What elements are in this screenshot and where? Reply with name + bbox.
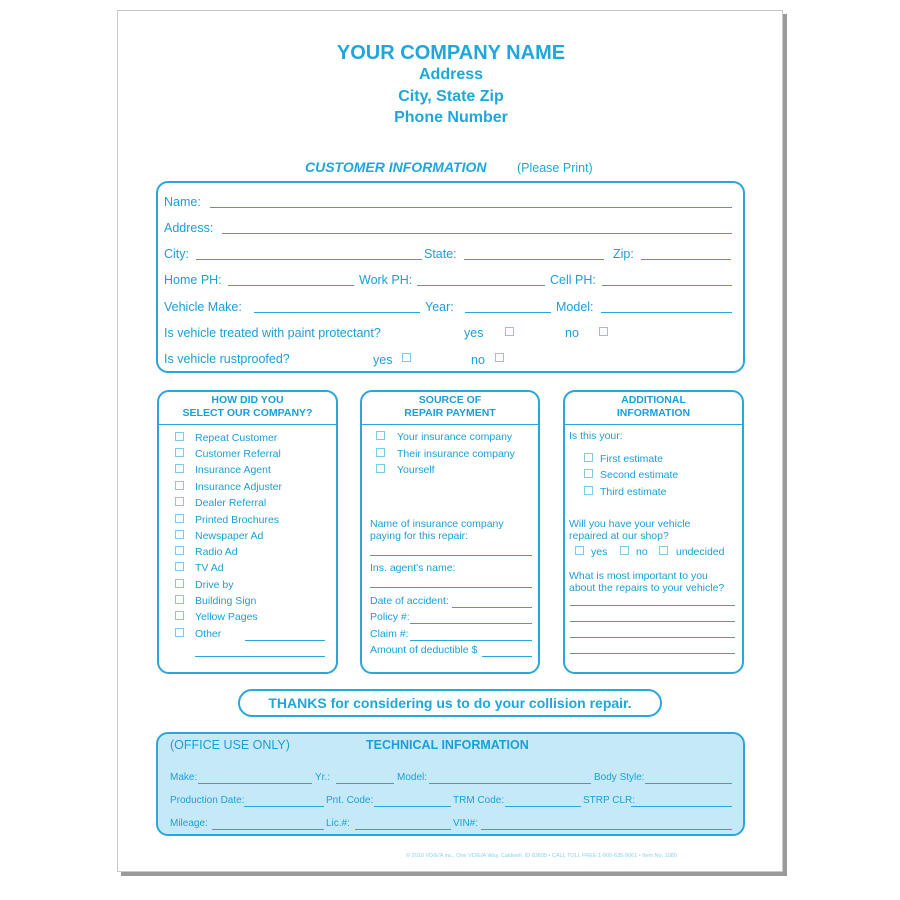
title-divider <box>360 424 540 425</box>
repair-payment-box <box>360 390 540 674</box>
accident-date-field[interactable] <box>452 607 532 608</box>
estimate-checkbox[interactable] <box>584 453 593 462</box>
vehicle-make-field[interactable] <box>254 312 420 313</box>
yr-label: Yr.: <box>315 772 331 783</box>
how-selected-title-line2: SELECT OUR COMPANY? <box>182 407 313 419</box>
is-this-your-label: Is this your: <box>569 430 623 442</box>
pnt-code-label: Pnt. Code: <box>326 795 374 806</box>
option-label: Yellow Pages <box>195 611 258 623</box>
production-date-label: Production Date: <box>170 795 245 806</box>
estimate-label: Third estimate <box>600 486 667 498</box>
home-ph-label: Home PH: <box>164 273 222 287</box>
year-field[interactable] <box>465 312 551 313</box>
please-print-note: (Please Print) <box>517 161 593 175</box>
additional-info-title-line1: ADDITIONAL <box>621 394 686 406</box>
company-address: Address <box>418 66 484 83</box>
zip-field[interactable] <box>641 259 731 260</box>
rustproofed-question: Is vehicle rustproofed? <box>164 352 290 366</box>
important-answer-line[interactable] <box>570 637 735 638</box>
repair-question-line2: repaired at our shop? <box>569 530 669 542</box>
option-checkbox[interactable] <box>175 562 184 571</box>
mileage-field[interactable] <box>212 829 324 830</box>
option-checkbox[interactable] <box>175 497 184 506</box>
option-checkbox[interactable] <box>175 530 184 539</box>
payment-option-checkbox[interactable] <box>376 448 385 457</box>
repair-no-label: no <box>636 546 648 558</box>
additional-info-box <box>563 390 744 674</box>
other-field[interactable] <box>245 640 325 641</box>
estimate-label: Second estimate <box>600 469 679 481</box>
option-label: Drive by <box>195 579 234 591</box>
option-label: Repeat Customer <box>195 432 278 444</box>
option-label: Newspaper Ad <box>195 530 264 542</box>
vin-field[interactable] <box>481 829 732 830</box>
option-checkbox[interactable] <box>175 432 184 441</box>
work-ph-label: Work PH: <box>359 273 413 287</box>
option-checkbox[interactable] <box>175 579 184 588</box>
name-field[interactable] <box>210 207 732 208</box>
rust-yes-label: yes <box>373 353 393 367</box>
company-name: YOUR COMPANY NAME <box>336 42 566 64</box>
body-style-field[interactable] <box>645 783 732 784</box>
important-answer-line[interactable] <box>570 605 735 606</box>
ins-company-question-line2: paying for this repair: <box>370 530 469 542</box>
policy-label: Policy #: <box>370 611 410 623</box>
accident-date-label: Date of accident: <box>370 595 449 607</box>
option-checkbox[interactable] <box>175 611 184 620</box>
repair-undecided-label: undecided <box>676 546 725 558</box>
important-question-line1: What is most important to you <box>569 570 708 582</box>
estimate-checkbox[interactable] <box>584 486 593 495</box>
estimate-checkbox[interactable] <box>584 469 593 478</box>
repair-undecided-checkbox[interactable] <box>659 546 668 555</box>
option-checkbox[interactable] <box>175 595 184 604</box>
pnt-code-field[interactable] <box>374 806 451 807</box>
option-checkbox[interactable] <box>175 514 184 523</box>
cell-phone-field[interactable] <box>602 285 732 286</box>
paint-protectant-question: Is vehicle treated with paint protectant? <box>164 326 381 340</box>
model-label: Model: <box>556 300 594 314</box>
repair-payment-title-line2: REPAIR PAYMENT <box>404 407 496 419</box>
lic-field[interactable] <box>355 829 451 830</box>
option-label: TV Ad <box>195 562 224 574</box>
option-label: Insurance Adjuster <box>195 481 282 493</box>
option-label: Customer Referral <box>195 448 281 460</box>
state-label: State: <box>424 247 457 261</box>
policy-field[interactable] <box>410 623 532 624</box>
zip-label: Zip: <box>613 247 634 261</box>
lic-label: Lic.#: <box>326 818 350 829</box>
claim-field[interactable] <box>410 640 532 641</box>
important-answer-line[interactable] <box>570 621 735 622</box>
technical-info-title: TECHNICAL INFORMATION <box>366 738 529 752</box>
customer-info-box <box>156 181 745 373</box>
rust-yes-checkbox[interactable] <box>402 353 411 362</box>
strp-clr-field[interactable] <box>631 806 732 807</box>
office-use-label: (OFFICE USE ONLY) <box>170 738 290 752</box>
option-label: Radio Ad <box>195 546 238 558</box>
mileage-label: Mileage: <box>170 818 208 829</box>
agent-name-field[interactable] <box>370 587 532 588</box>
model-field[interactable] <box>429 783 591 784</box>
company-city-state-zip: City, State Zip <box>398 88 504 105</box>
trm-code-label: TRM Code: <box>453 795 505 806</box>
city-label: City: <box>164 247 189 261</box>
repair-yes-checkbox[interactable] <box>575 546 584 555</box>
model-field[interactable] <box>601 312 732 313</box>
important-answer-line[interactable] <box>570 653 735 654</box>
option-checkbox[interactable] <box>175 546 184 555</box>
vin-label: VIN#: <box>453 818 479 829</box>
form-page <box>117 10 783 872</box>
production-date-field[interactable] <box>244 806 324 807</box>
additional-info-title-line2: INFORMATION <box>616 407 691 419</box>
make-label: Make: <box>170 772 198 783</box>
option-label: Dealer Referral <box>195 497 267 509</box>
paint-no-checkbox[interactable] <box>599 327 608 336</box>
city-field[interactable] <box>196 259 422 260</box>
home-phone-field[interactable] <box>228 285 354 286</box>
company-phone: Phone Number <box>394 109 508 126</box>
option-checkbox[interactable] <box>175 628 184 637</box>
repair-no-checkbox[interactable] <box>620 546 629 555</box>
title-divider <box>157 424 338 425</box>
customer-info-title: CUSTOMER INFORMATION <box>305 159 487 175</box>
body-style-label: Body Style: <box>594 772 645 783</box>
option-checkbox[interactable] <box>175 448 184 457</box>
option-label: Building Sign <box>195 595 257 607</box>
rust-no-label: no <box>471 353 485 367</box>
repair-yes-label: yes <box>591 546 608 558</box>
payment-option-label: Your insurance company <box>397 431 513 443</box>
work-phone-field[interactable] <box>417 285 545 286</box>
payment-option-checkbox[interactable] <box>376 431 385 440</box>
ins-company-field[interactable] <box>370 555 532 556</box>
vehicle-make-label: Vehicle Make: <box>164 300 242 314</box>
year-label: Year: <box>425 300 454 314</box>
address-field[interactable] <box>222 233 732 234</box>
payment-option-label: Yourself <box>397 464 435 476</box>
option-checkbox[interactable] <box>175 481 184 490</box>
deductible-field[interactable] <box>482 656 532 657</box>
cell-ph-label: Cell PH: <box>550 273 596 287</box>
repair-question-line1: Will you have your vehicle <box>569 518 691 530</box>
repair-payment-title-line1: SOURCE OF <box>418 394 482 406</box>
payment-option-checkbox[interactable] <box>376 464 385 473</box>
option-label: Other <box>195 628 222 640</box>
state-field[interactable] <box>464 259 604 260</box>
address-label: Address: <box>164 221 214 235</box>
yr-field[interactable] <box>336 783 394 784</box>
make-field[interactable] <box>198 783 312 784</box>
claim-label: Claim #: <box>370 628 409 640</box>
agent-name-label: Ins. agent's name: <box>370 562 456 574</box>
option-checkbox[interactable] <box>175 464 184 473</box>
thanks-banner: THANKS for considering us to do your collision repair. <box>238 689 662 717</box>
office-use-box <box>156 732 745 836</box>
paint-no-label: no <box>565 326 579 340</box>
other-field-line2[interactable] <box>195 656 325 657</box>
ins-company-question-line1: Name of insurance company <box>370 518 504 530</box>
paint-yes-label: yes <box>464 326 484 340</box>
rust-no-checkbox[interactable] <box>495 353 504 362</box>
estimate-label: First estimate <box>600 453 664 465</box>
trm-code-field[interactable] <box>505 806 581 807</box>
title-divider <box>563 424 744 425</box>
name-label: Name: <box>164 195 201 209</box>
model-label: Model: <box>397 772 428 783</box>
important-question-line2: about the repairs to your vehicle? <box>569 582 725 594</box>
option-label: Printed Brochures <box>195 514 280 526</box>
how-selected-box <box>157 390 338 674</box>
payment-option-label: Their insurance company <box>397 448 515 460</box>
footer-copyright: © 2010 VD/E/A inc., One VD/E/A Way, Caldwell, ID 83605 • CALL TOLL FREE 1-800-635-9061 • Item No. 1080 <box>406 853 677 859</box>
deductible-label: Amount of deductible $ <box>370 644 478 656</box>
paint-yes-checkbox[interactable] <box>505 327 514 336</box>
strp-clr-label: STRP CLR: <box>583 795 636 806</box>
option-label: Insurance Agent <box>195 464 271 476</box>
how-selected-title-line1: HOW DID YOU <box>211 394 284 406</box>
